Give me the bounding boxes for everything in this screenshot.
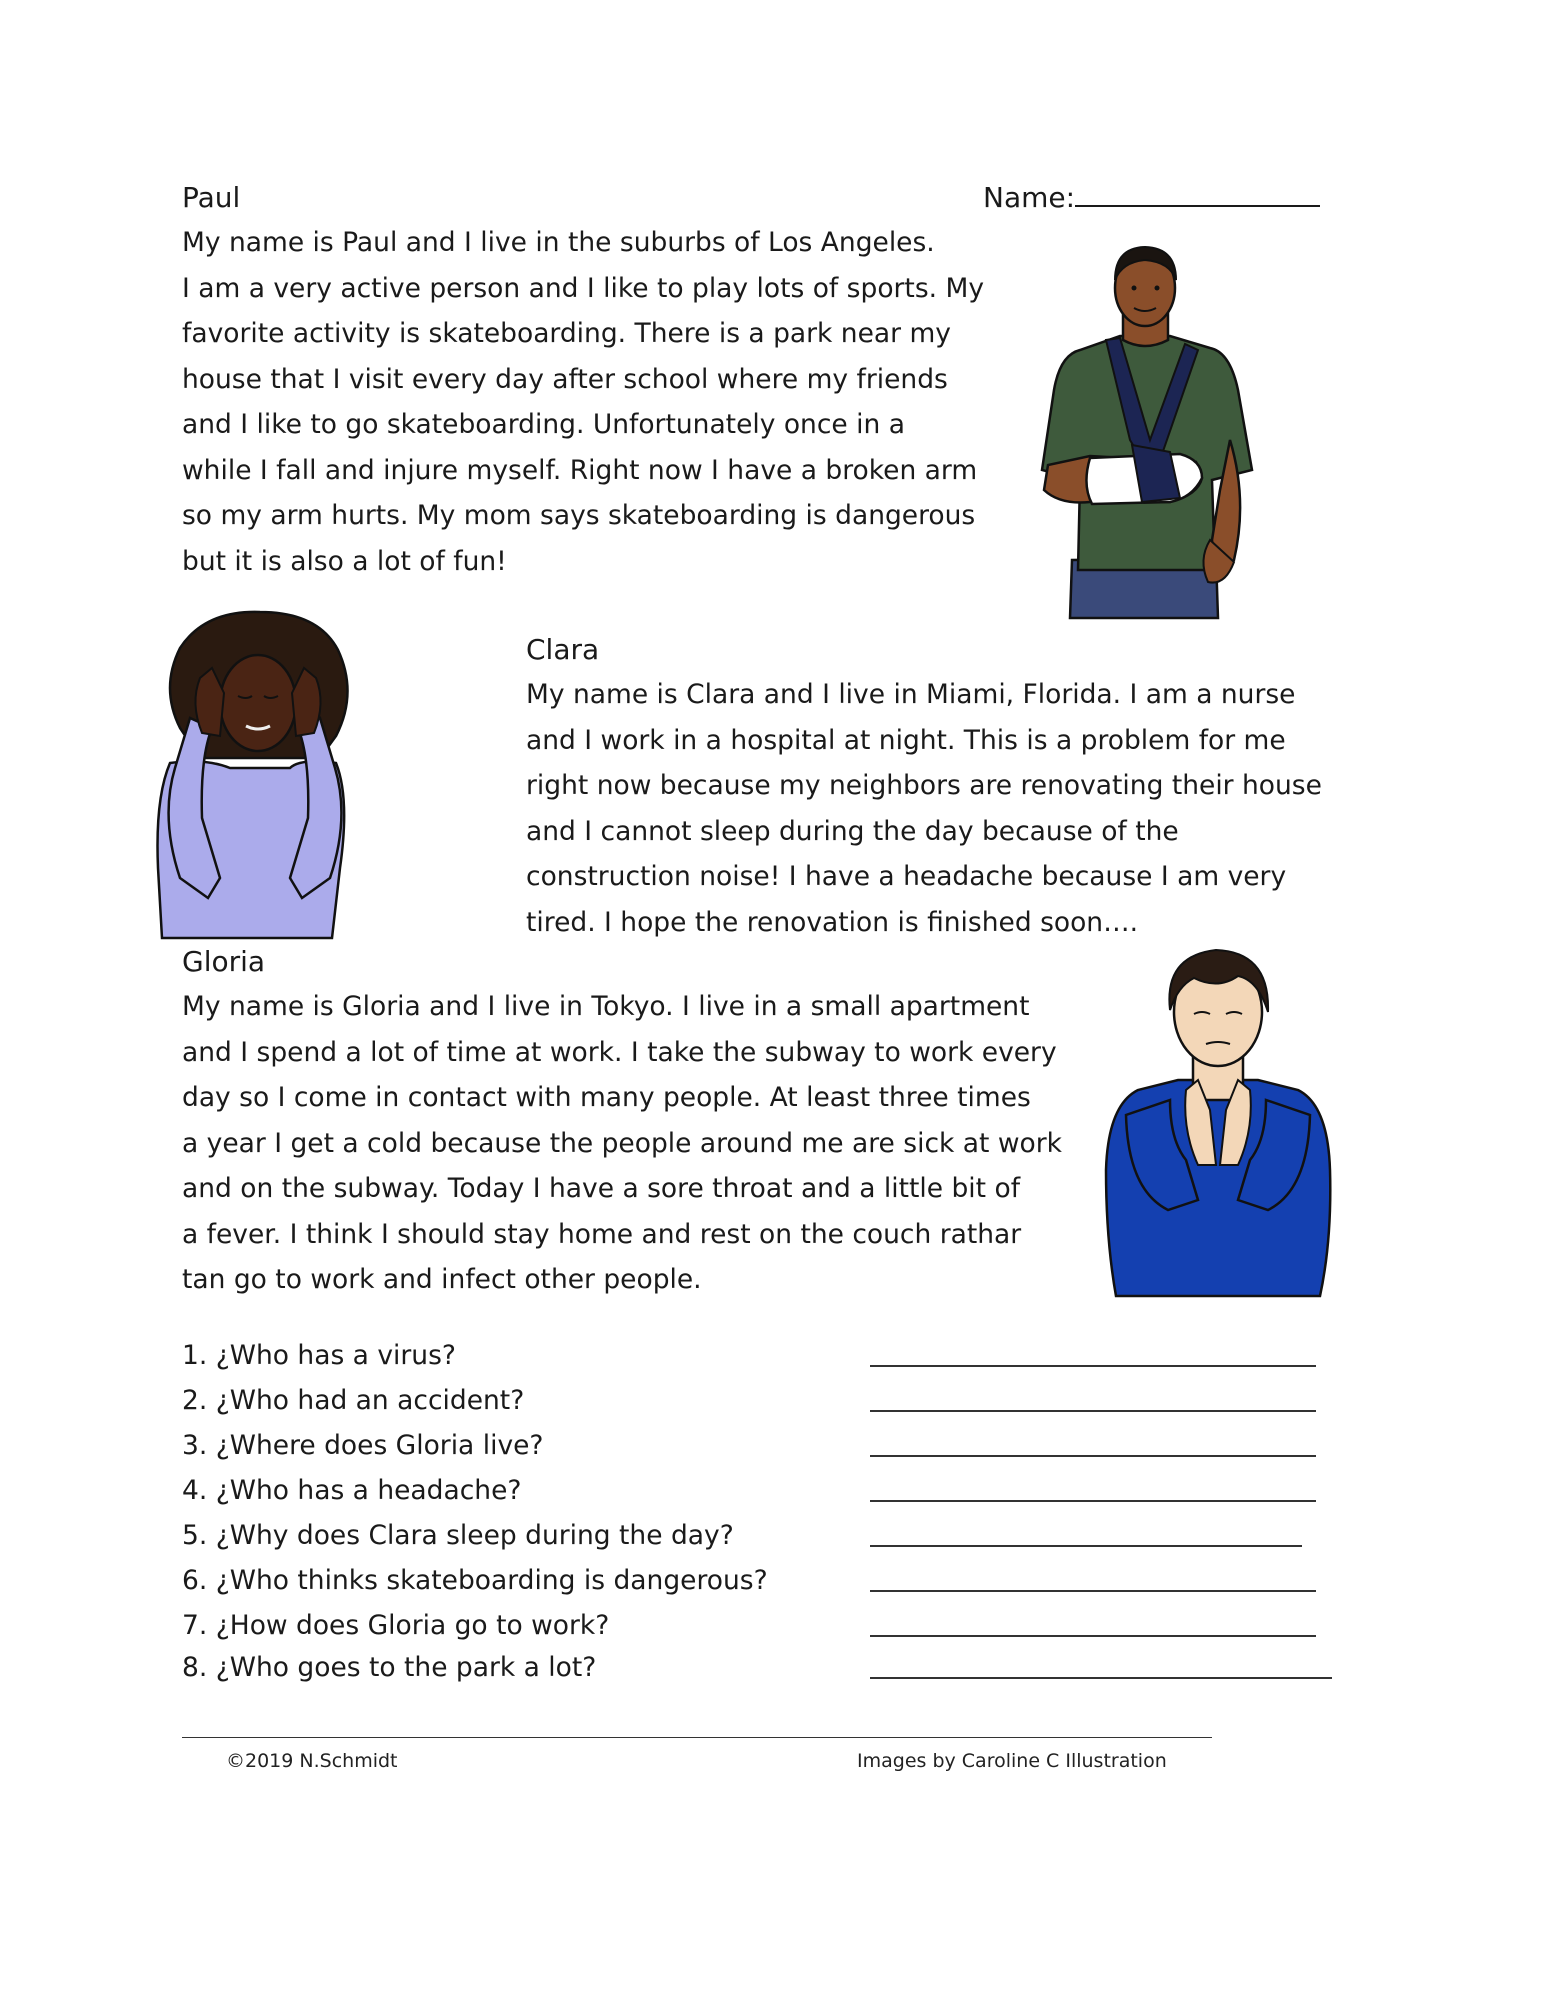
gloria-heading: Gloria [182,945,266,978]
question-row [182,1423,1342,1468]
clara-section [526,628,1346,945]
question-text: 7. ¿How does Gloria go to work? [182,1610,610,1641]
gloria-illustration [1098,940,1338,1300]
footer-divider [182,1737,1212,1738]
question-text: 4. ¿Who has a headache? [182,1475,522,1506]
gloria-line: a year I get a cold because the people around me are sick at work [182,1127,1062,1159]
name-label: Name: [983,181,1076,214]
gloria-line: and on the subway. Today I have a sore throat and a little bit of [182,1173,1021,1204]
paul-section [182,176,1002,584]
question-row [182,1468,1342,1513]
paul-heading: Paul [182,181,241,214]
clara-heading: Clara [526,633,600,666]
paul-line: house that I visit every day after school where my friends [182,363,948,395]
gloria-line: day so I come in contact with many people. At least three times [182,1082,1031,1113]
question-row [182,1333,1342,1378]
footer-copyright: ©2019 N.Schmidt [226,1750,398,1772]
answer-line[interactable] [870,1635,1316,1637]
question-row [182,1513,1342,1558]
gloria-paragraph [182,984,1082,1303]
paul-line: while I fall and injure myself. Right now I have a broken arm [182,454,978,486]
paul-line: and I like to go skateboarding. Unfortunately once in a [182,409,905,440]
answer-line[interactable] [870,1410,1316,1412]
paul-line: I am a very active person and I like to play lots of sports. My [182,272,985,304]
question-text: 5. ¿Why does Clara sleep during the day? [182,1520,734,1551]
answer-line[interactable] [870,1677,1332,1679]
gloria-line: tan go to work and infect other people. [182,1264,702,1295]
question-text: 8. ¿Who goes to the park a lot? [182,1652,597,1683]
clara-line: and I work in a hospital at night. This is a problem for me [526,724,1286,756]
gloria-section [182,940,1082,1303]
answer-line[interactable] [870,1455,1316,1457]
answer-line[interactable] [870,1545,1302,1547]
paul-line: so my arm hurts. My mom says skateboarding is dangerous [182,500,976,531]
name-blank-line[interactable] [1075,179,1320,207]
footer-credit: Images by Caroline C Illustration [857,1750,1167,1772]
clara-illustration [150,608,370,943]
question-text: 1. ¿Who has a virus? [182,1340,456,1371]
question-row [182,1558,1342,1603]
question-row [182,1603,1342,1648]
question-text: 3. ¿Where does Gloria live? [182,1430,544,1461]
question-text: 6. ¿Who thinks skateboarding is dangerous? [182,1565,768,1596]
answer-line[interactable] [870,1590,1316,1592]
clara-line: right now because my neighbors are renovating their house [526,770,1322,801]
question-row [182,1645,1342,1690]
paul-line: My name is Paul and I live in the suburbs of Los Angeles. [182,227,935,258]
paul-line: favorite activity is skateboarding. There is a park near my [182,318,951,349]
answer-line[interactable] [870,1500,1316,1502]
clara-line: tired. I hope the renovation is finished soon…. [526,906,1139,938]
gloria-line: a fever. I think I should stay home and rest on the couch rathar [182,1218,1022,1250]
question-row [182,1378,1342,1423]
paul-illustration [1020,240,1260,620]
answer-line[interactable] [870,1365,1316,1367]
name-field[interactable] [983,176,1320,220]
paul-line: but it is also a lot of fun! [182,545,507,577]
clara-line: and I cannot sleep during the day because of the [526,815,1179,847]
clara-line: My name is Clara and I live in Miami, Florida. I am a nurse [526,679,1296,710]
clara-paragraph [526,672,1346,945]
clara-line: construction noise! I have a headache because I am very [526,861,1287,892]
gloria-line: and I spend a lot of time at work. I take the subway to work every [182,1036,1057,1068]
question-text: 2. ¿Who had an accident? [182,1385,525,1416]
gloria-line: My name is Gloria and I live in Tokyo. I live in a small apartment [182,991,1030,1022]
paul-paragraph [182,220,1002,584]
